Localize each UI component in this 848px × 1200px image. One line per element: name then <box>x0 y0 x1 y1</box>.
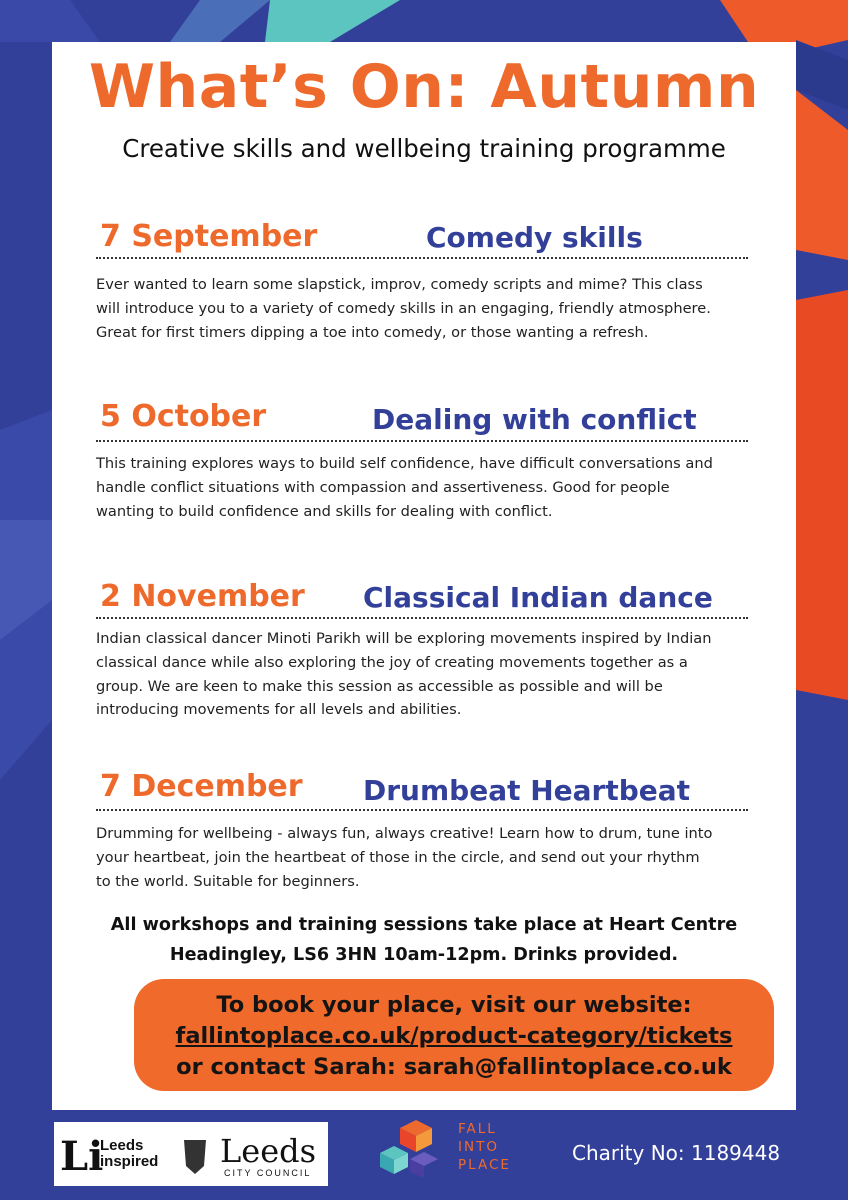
event-description: Drumming for wellbeing - always fun, always creative! Learn how to drum, tune into your heartbeat, join the heartbeat of those in the circle, and send out your rhythm to the world. Suitable for beginners. <box>96 825 713 890</box>
partner-logos <box>54 1122 328 1186</box>
svg-text:Leeds: Leeds <box>220 1132 317 1170</box>
svg-text:Leeds: Leeds <box>100 1137 144 1154</box>
venue-info: All workshops and training sessions take place at Heart Centre Headingley, LS6 3HN 10am-12pm. Drinks provided. <box>110 915 738 965</box>
poster-card <box>52 42 796 1110</box>
divider <box>96 440 748 442</box>
event-description: Indian classical dancer Minoti Parikh will be exploring movements inspired by Indian classical dance while also exploring the joy of creating movements together as a group. We are keen to make this session as accessible as possible and will be introducing movements for all levels and abilities. <box>96 630 712 719</box>
booking-heading: To book your place, visit our website: <box>216 992 692 1018</box>
page-title: What’s On: Autumn <box>88 52 760 122</box>
event-description: Ever wanted to learn some slapstick, improv, comedy scripts and mime? This class will introduce you to a variety of comedy skills in an engaging, friendly atmosphere. Great for first timers dipping a toe into comedy, or those wanting a refresh. <box>96 276 711 341</box>
divider <box>96 617 748 619</box>
svg-text:Li: Li <box>60 1133 104 1180</box>
event-description: This training explores ways to build self confidence, have difficult conversations and handle conflict situations with compassion and assertiveness. Good for people wanting to build confidence and skills for dealing with conflict. <box>96 455 713 520</box>
fall-into-place-wordmark: FALL INTO PLACE <box>458 1121 511 1173</box>
leeds-inspired-logo <box>54 1122 328 1186</box>
tickets-link[interactable]: fallintoplace.co.uk/product-category/tickets <box>175 1023 733 1049</box>
divider <box>96 809 748 811</box>
svg-text:inspired: inspired <box>100 1153 159 1170</box>
charity-number: Charity No: 1189448 <box>572 1141 781 1165</box>
event-title: Dealing with conflict <box>372 403 697 436</box>
contact-email[interactable]: or contact Sarah: sarah@fallintoplace.co.uk <box>176 1054 732 1080</box>
event-date: 7 September <box>100 219 318 254</box>
event-date: 2 November <box>100 579 305 614</box>
event-title: Classical Indian dance <box>363 581 713 614</box>
event-date: 7 December <box>100 769 303 804</box>
booking-box <box>134 979 774 1091</box>
divider <box>96 257 748 259</box>
page-subtitle: Creative skills and wellbeing training programme <box>122 134 726 163</box>
event-title: Drumbeat Heartbeat <box>363 774 691 807</box>
svg-text:CITY COUNCIL: CITY COUNCIL <box>224 1168 312 1178</box>
event-date: 5 October <box>100 399 267 434</box>
event-title: Comedy skills <box>426 221 643 254</box>
fall-into-place-logo-icon <box>380 1118 452 1180</box>
